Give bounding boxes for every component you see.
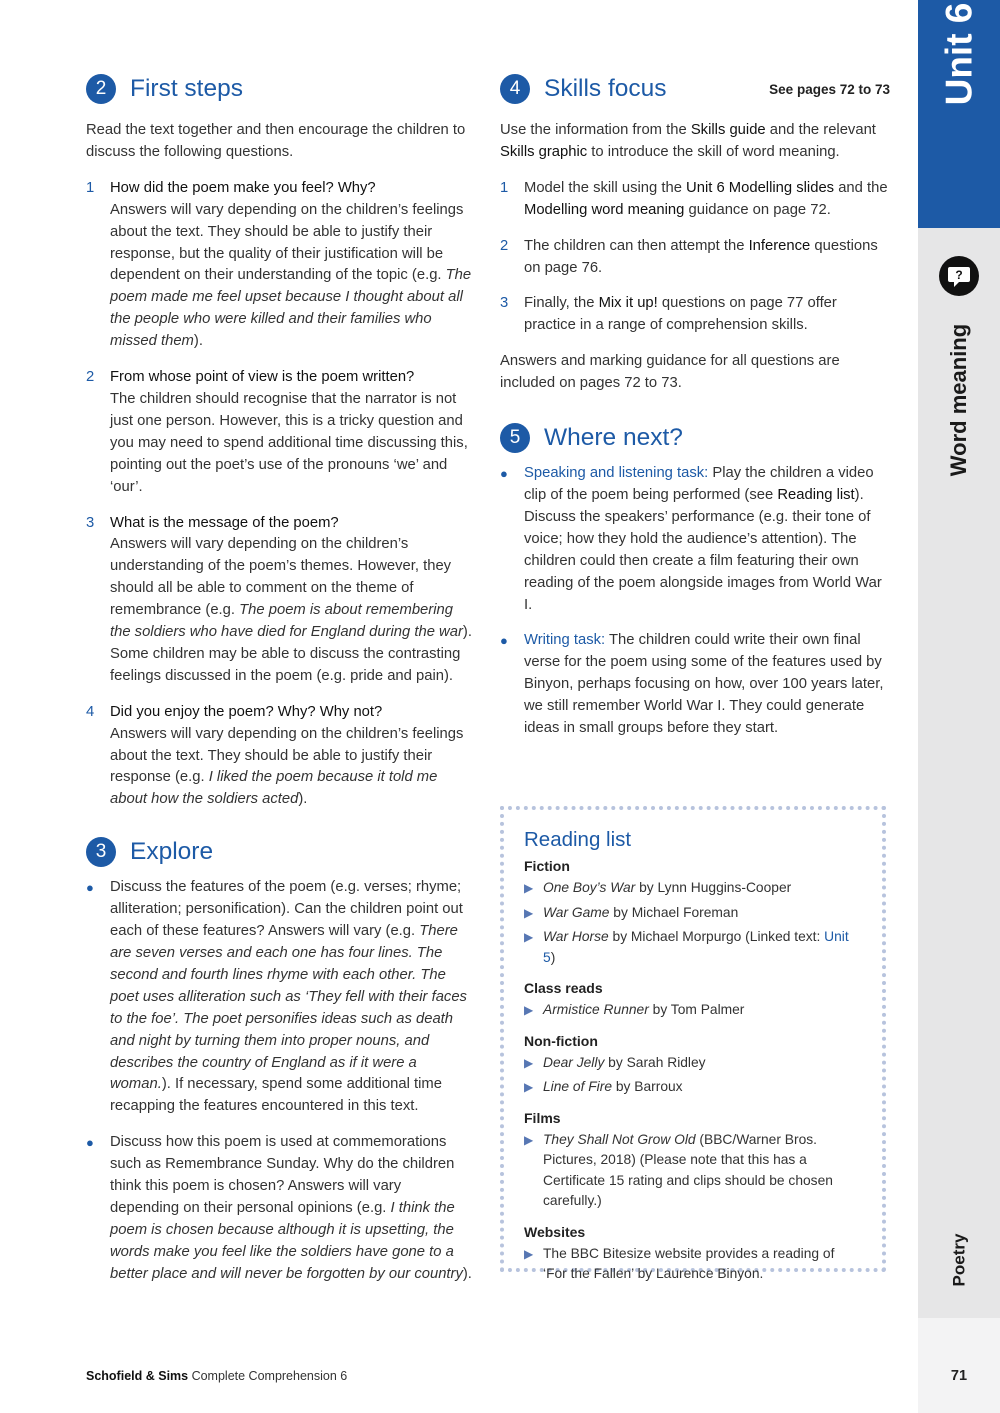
list-item [524, 1130, 860, 1212]
book-title: War Horse [543, 929, 609, 944]
section-title: Skills focus [544, 75, 667, 102]
film-title: They Shall Not Grow Old [543, 1131, 696, 1147]
skills-guide-link[interactable]: Skills guide [690, 122, 766, 138]
inference-link[interactable]: Inference [748, 237, 811, 254]
question-body [110, 178, 474, 353]
list-item [524, 903, 860, 924]
book-entry [543, 903, 860, 924]
list-item [524, 927, 860, 968]
intro-text: to introduce the skill of word meaning. [587, 143, 840, 160]
section-title: Explore [130, 838, 214, 866]
step-number: 2 [500, 237, 509, 254]
book-author: by Lynn Huggins-Cooper [635, 880, 792, 895]
step-mid: and the [834, 179, 888, 196]
triangle-bullet-icon: ▶ [524, 1003, 534, 1017]
list-item [524, 878, 860, 899]
question-item [86, 367, 474, 498]
see-pages-reference: See pages 72 to 73 [769, 81, 890, 97]
task-tail: ). Discuss the speakers’ performance (e.g. their tone of voice; how they hold the audience’s attention). The children could then create a film featuring their own reading of the poem alongside images from World War I. [524, 486, 882, 613]
answer-lead: Answers will vary depending on the children’s understanding of the poem’s themes. However, they should all be able to comment on the theme of remembrance (e.g. [110, 536, 452, 619]
task-lead: The children could write their own final verse for the poem using some of the features used by Binyon, perhaps focusing on how, over 100 years later, we still remember World War I. They could generate ideas in small groups before they start. [524, 632, 884, 737]
step-tail: questions on page 76. [524, 237, 878, 276]
skills-focus-heading [500, 72, 890, 106]
fiction-heading: Fiction [524, 858, 570, 874]
list-item [524, 1000, 860, 1021]
explore-tail: ). [462, 1265, 472, 1282]
book-entry [543, 878, 860, 899]
skills-steps [500, 178, 890, 337]
page-number-box [918, 1318, 1000, 1413]
question-body [110, 702, 474, 812]
mix-it-up-link[interactable]: Mix it up! [598, 295, 658, 312]
step-tail: guidance on page 72. [684, 201, 831, 218]
step-lead: Model the skill using the [524, 179, 687, 196]
answer-text: The children should recognise that the narrator is not just one person. However, this is a tricky question and you may need to spend additional time discussing this, pointing out the poet’s use of the pronouns ‘we’ and ‘our’. [110, 390, 468, 495]
category-label-wrap [918, 1220, 1000, 1300]
question-item [86, 178, 474, 353]
answer-text [110, 200, 474, 353]
list-item [524, 1053, 860, 1074]
bullet-dot: ● [500, 466, 508, 482]
first-steps-heading [86, 72, 474, 106]
question-text: How did the poem make you feel? Why? [110, 179, 376, 196]
where-next-list [500, 463, 890, 740]
question-number: 4 [86, 703, 95, 720]
question-number: 1 [86, 179, 95, 196]
step-lead: The children can then attempt the [524, 237, 749, 254]
skills-graphic-link[interactable]: Skills graphic [500, 143, 588, 160]
book-title: One Boy’s War [543, 880, 636, 895]
skills-focus-intro [500, 120, 890, 164]
step-text [524, 236, 890, 280]
section-number-badge: 2 [86, 74, 116, 104]
book-entry [543, 1077, 860, 1098]
triangle-bullet-icon: ▶ [524, 930, 534, 944]
modelling-guidance-link[interactable]: Modelling word meaning [524, 201, 685, 218]
explore-item [86, 1132, 474, 1285]
answer-example: The poem made me feel upset because I thought about all the people who were killed and their families who missed them [110, 267, 472, 350]
book-title: War Game [543, 904, 610, 920]
skills-focus-outro: Answers and marking guidance for all questions are included on pages 72 to 73. [500, 353, 840, 392]
footer-book-title: Complete Comprehension 6 [188, 1369, 348, 1383]
reading-list-link[interactable]: Reading list [777, 486, 855, 503]
unit-label-wrap [918, 0, 1000, 228]
answer-text [110, 724, 474, 812]
non-fiction-heading: Non-fiction [524, 1032, 598, 1049]
question-item [86, 513, 474, 688]
triangle-bullet-icon: ▶ [524, 1080, 534, 1094]
answer-lead: Answers will vary depending on the children’s feelings about the text. They should be able to justify their response, but the quality of their justification will be dependent on their understanding of the topic (e.g. [110, 201, 464, 284]
question-number: 2 [86, 369, 95, 386]
step-item [500, 236, 890, 280]
question-body [110, 367, 474, 498]
triangle-bullet-icon: ▶ [524, 1055, 534, 1070]
first-steps-intro: Read the text together and then encourage the children to discuss the following questions. [86, 122, 466, 160]
website-entry: The BBC Bitesize website provides a reading of ‘For the Fallen’ by Laurence Binyon. [543, 1245, 835, 1281]
modelling-slides-link[interactable]: Unit 6 Modelling slides [686, 179, 835, 196]
book-entry [543, 1053, 860, 1074]
step-tail: questions on page 77 offer practice in a range of comprehension skills. [524, 295, 837, 334]
task-item [500, 630, 890, 740]
intro-text: and the relevant [765, 122, 876, 138]
question-number: 3 [86, 514, 95, 531]
step-lead: Finally, the [524, 295, 599, 312]
bullet-dot: ● [86, 1135, 94, 1151]
task-label: Writing task: [524, 632, 606, 649]
explore-item-text [110, 877, 474, 1118]
answer-example: The poem is about remembering the soldiers who have died for England during the war [110, 602, 463, 641]
footer [86, 1369, 347, 1383]
task-text [524, 463, 890, 616]
task-label: Speaking and listening task: [524, 465, 709, 482]
section-number-badge: 4 [500, 74, 530, 104]
book-author: by Michael Morpurgo (Linked text: [608, 929, 825, 944]
explore-item-text [110, 1132, 474, 1285]
question-body [110, 513, 474, 688]
question-item [86, 702, 474, 812]
answer-tail: ). [298, 791, 308, 808]
intro-text: Use the information from the [500, 122, 691, 138]
explore-lead: Discuss how this poem is used at commemorations such as Remembrance Sunday. Why do the children think this poem is chosen? Answers will vary depending on their personal opinions (e.g. [110, 1134, 455, 1216]
step-number: 1 [500, 179, 509, 196]
section-number-badge: 5 [500, 423, 530, 453]
book-author: by Sarah Ridley [604, 1054, 706, 1070]
category-label: Poetry [948, 1233, 968, 1287]
explore-list [86, 877, 474, 1285]
step-number: 3 [500, 295, 509, 312]
book-title: Armistice Runner [543, 1002, 649, 1017]
answer-text [110, 534, 474, 687]
list-item [524, 1244, 860, 1285]
step-text [524, 293, 890, 337]
task-text [524, 630, 890, 740]
section-title: First steps [130, 75, 243, 102]
skill-label: Word meaning [946, 323, 972, 477]
skill-label-wrap [918, 310, 1000, 490]
triangle-bullet-icon: ▶ [524, 881, 534, 895]
answer-tail: ). Some children may be able to discuss the contrasting feelings discussed in the poem (e.g. pride and pain). [110, 624, 472, 684]
class-reads-heading: Class reads [524, 980, 603, 996]
explore-heading [86, 835, 474, 869]
book-author: by Tom Palmer [648, 1002, 745, 1017]
triangle-bullet-icon: ▶ [524, 905, 534, 920]
section-title: Where next? [544, 424, 683, 452]
step-item [500, 293, 890, 337]
section-number-badge: 3 [86, 837, 116, 867]
entry-close: ) [550, 949, 556, 965]
book-author: by Barroux [612, 1079, 683, 1094]
reading-list-title: Reading list [524, 828, 632, 851]
explore-example: There are seven verses and each one has four lines. The second and fourth lines rhyme with each other. The poet uses alliteration such as ‘They fell with their faces to the foe’. The poet personifies ideas such as death and night by turning them into proper nouns, and describes the country of England as if it were a woman. [110, 923, 467, 1093]
task-lead: Play the children a video clip of the poem being performed (see [524, 465, 874, 503]
right-column [500, 72, 890, 754]
left-column [86, 72, 474, 1300]
films-heading: Films [524, 1109, 561, 1126]
triangle-bullet-icon: ▶ [524, 1246, 534, 1261]
question-text: Did you enjoy the poem? Why? Why not? [110, 703, 383, 720]
answer-tail: ). [193, 333, 203, 350]
footer-publisher: Schofield & Sims [86, 1369, 189, 1383]
question-text: From whose point of view is the poem written? [110, 369, 415, 386]
book-author: by Michael Foreman [609, 904, 739, 920]
where-next-heading [500, 421, 890, 455]
explore-item [86, 877, 474, 1118]
film-details: (BBC/Warner Bros. Pictures, 2018) (Please note that this has a Certificate 15 rating and clips should be chosen carefully.) [543, 1131, 833, 1208]
answer-lead: Answers will vary depending on the children’s feelings about the text. They should be able to justify their response (e.g. [110, 725, 464, 786]
answer-example: I liked the poem because it told me about how the soldiers acted [110, 769, 438, 808]
bullet-dot: ● [86, 880, 94, 896]
unit-5-link[interactable]: Unit 5 [543, 929, 849, 965]
explore-tail: ). If necessary, spend some additional time recapping the features encountered in this text. [110, 1076, 442, 1115]
question-text: What is the message of the poem? [110, 514, 339, 531]
page-number: 71 [950, 1368, 968, 1384]
task-item [500, 463, 890, 616]
step-item [500, 178, 890, 222]
film-entry [543, 1130, 860, 1212]
book-title: Dear Jelly [543, 1054, 605, 1070]
reading-list-box [500, 806, 886, 1281]
book-entry [543, 1000, 860, 1021]
triangle-bullet-icon: ▶ [524, 1132, 534, 1147]
websites-heading: Websites [524, 1223, 586, 1240]
speech-bubble-question-icon [938, 255, 980, 297]
list-item [524, 1077, 860, 1098]
icon-glyph: ? [955, 268, 963, 282]
explore-lead: Discuss the features of the poem (e.g. verses; rhyme; alliteration; personification). Can the children point out each of these features? Answers will vary (e.g. [110, 879, 463, 940]
bullet-dot: ● [500, 633, 508, 649]
explore-example: I think the poem is chosen because although it is upsetting, the words make you feel like the soldiers have gone to a better place and will never be forgotten by our country [110, 1199, 463, 1282]
book-title: Line of Fire [543, 1079, 613, 1094]
unit-label: Unit 6 [938, 2, 979, 106]
book-entry [543, 927, 860, 968]
question-list [86, 178, 474, 811]
step-text [524, 178, 890, 222]
